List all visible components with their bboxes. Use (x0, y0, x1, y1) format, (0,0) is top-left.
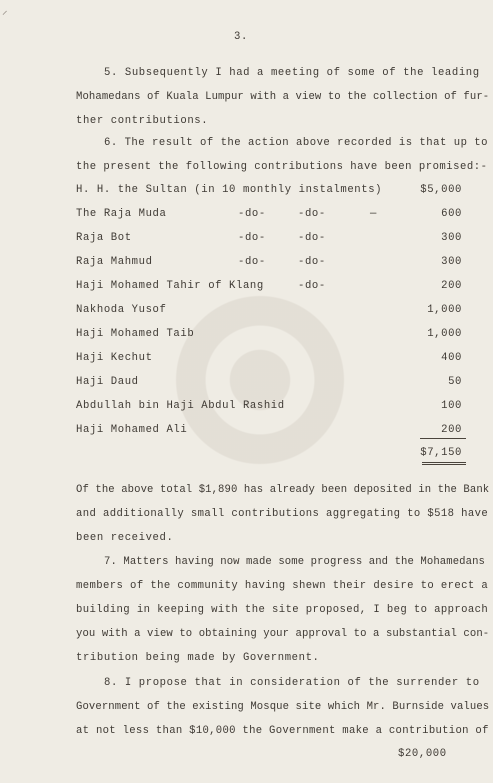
contributor-name: Haji Mohamed Ali (76, 424, 188, 436)
contribution-amount: $5,000 (420, 184, 462, 196)
para7-line-4: you with a view to obtaining your approval to a substantial con- (76, 628, 490, 640)
contribution-amount: 200 (441, 424, 462, 436)
ditto-mark: -do- (298, 232, 326, 244)
ditto-mark: -do- (238, 232, 266, 244)
contribution-amount: 50 (448, 376, 462, 388)
contribution-amount: 300 (441, 232, 462, 244)
contributor-name: H. H. the Sultan (in 10 monthly instalments) (76, 184, 383, 196)
watermark-seal (165, 285, 355, 475)
para8-line-2: Government of the existing Mosque site which Mr. Burnside values (76, 701, 490, 713)
para5-line-3: ther contributions. (76, 115, 209, 127)
contributor-name: Haji Kechut (76, 352, 153, 364)
contribution-amount: 300 (441, 256, 462, 268)
ditto-mark: -do- (298, 256, 326, 268)
contribution-amount: 1,000 (427, 304, 462, 316)
final-amount: $20,000 (398, 748, 447, 760)
para6-line-2: the present the following contributions have been promised:- (76, 161, 488, 173)
dash-mark: — (370, 208, 377, 220)
para7-line-3: building in keeping with the site proposed, I beg to approach (76, 604, 489, 616)
total-double-rule-bottom (422, 464, 466, 465)
para7-line-2: members of the community having shewn their desire to erect a (76, 580, 489, 592)
ditto-mark: -do- (298, 208, 326, 220)
ditto-mark: -do- (238, 208, 266, 220)
para5-line-2: Mohamedans of Kuala Lumpur with a view to the collection of fur- (76, 91, 490, 103)
deposit-line-1: Of the above total $1,890 has already been deposited in the Bank (76, 484, 490, 496)
para7-line-5: tribution being made by Government. (76, 652, 320, 664)
para6-line-1: 6. The result of the action above recorded is that up to (104, 137, 489, 149)
contributor-name: Abdullah bin Haji Abdul Rashid (76, 400, 285, 412)
para5-line-1: 5. Subsequently I had a meeting of some of the leading (104, 67, 480, 79)
contribution-amount: 200 (441, 280, 462, 292)
para8-line-3: at not less than $10,000 the Government make a contribution of (76, 725, 489, 737)
contributor-name: Raja Mahmud (76, 256, 153, 268)
contribution-amount: 100 (441, 400, 462, 412)
para7-line-1: 7. Matters having now made some progress and the Mohamedans (104, 556, 485, 568)
contribution-amount: 1,000 (427, 328, 462, 340)
total-amount: $7,150 (420, 447, 462, 459)
contributor-name: Haji Mohamed Tahir of Klang (76, 280, 264, 292)
contribution-amount: 600 (441, 208, 462, 220)
ditto-mark: -do- (298, 280, 326, 292)
ditto-mark: -do- (238, 256, 266, 268)
total-double-rule-top (422, 462, 466, 463)
contributor-name: Haji Daud (76, 376, 139, 388)
contribution-amount: 400 (441, 352, 462, 364)
subtotal-rule (420, 438, 466, 439)
contributor-name: The Raja Muda (76, 208, 167, 220)
deposit-line-3: been received. (76, 532, 174, 544)
contributor-name: Haji Mohamed Taib (76, 328, 195, 340)
contributor-name: Raja Bot (76, 232, 132, 244)
deposit-line-2: and additionally small contributions aggregating to $518 have (76, 508, 489, 520)
corner-mark: ⸝ (2, 6, 8, 18)
contributor-name: Nakhoda Yusof (76, 304, 167, 316)
page-number: 3. (234, 31, 248, 43)
para8-line-1: 8. I propose that in consideration of the surrender to (104, 677, 480, 689)
